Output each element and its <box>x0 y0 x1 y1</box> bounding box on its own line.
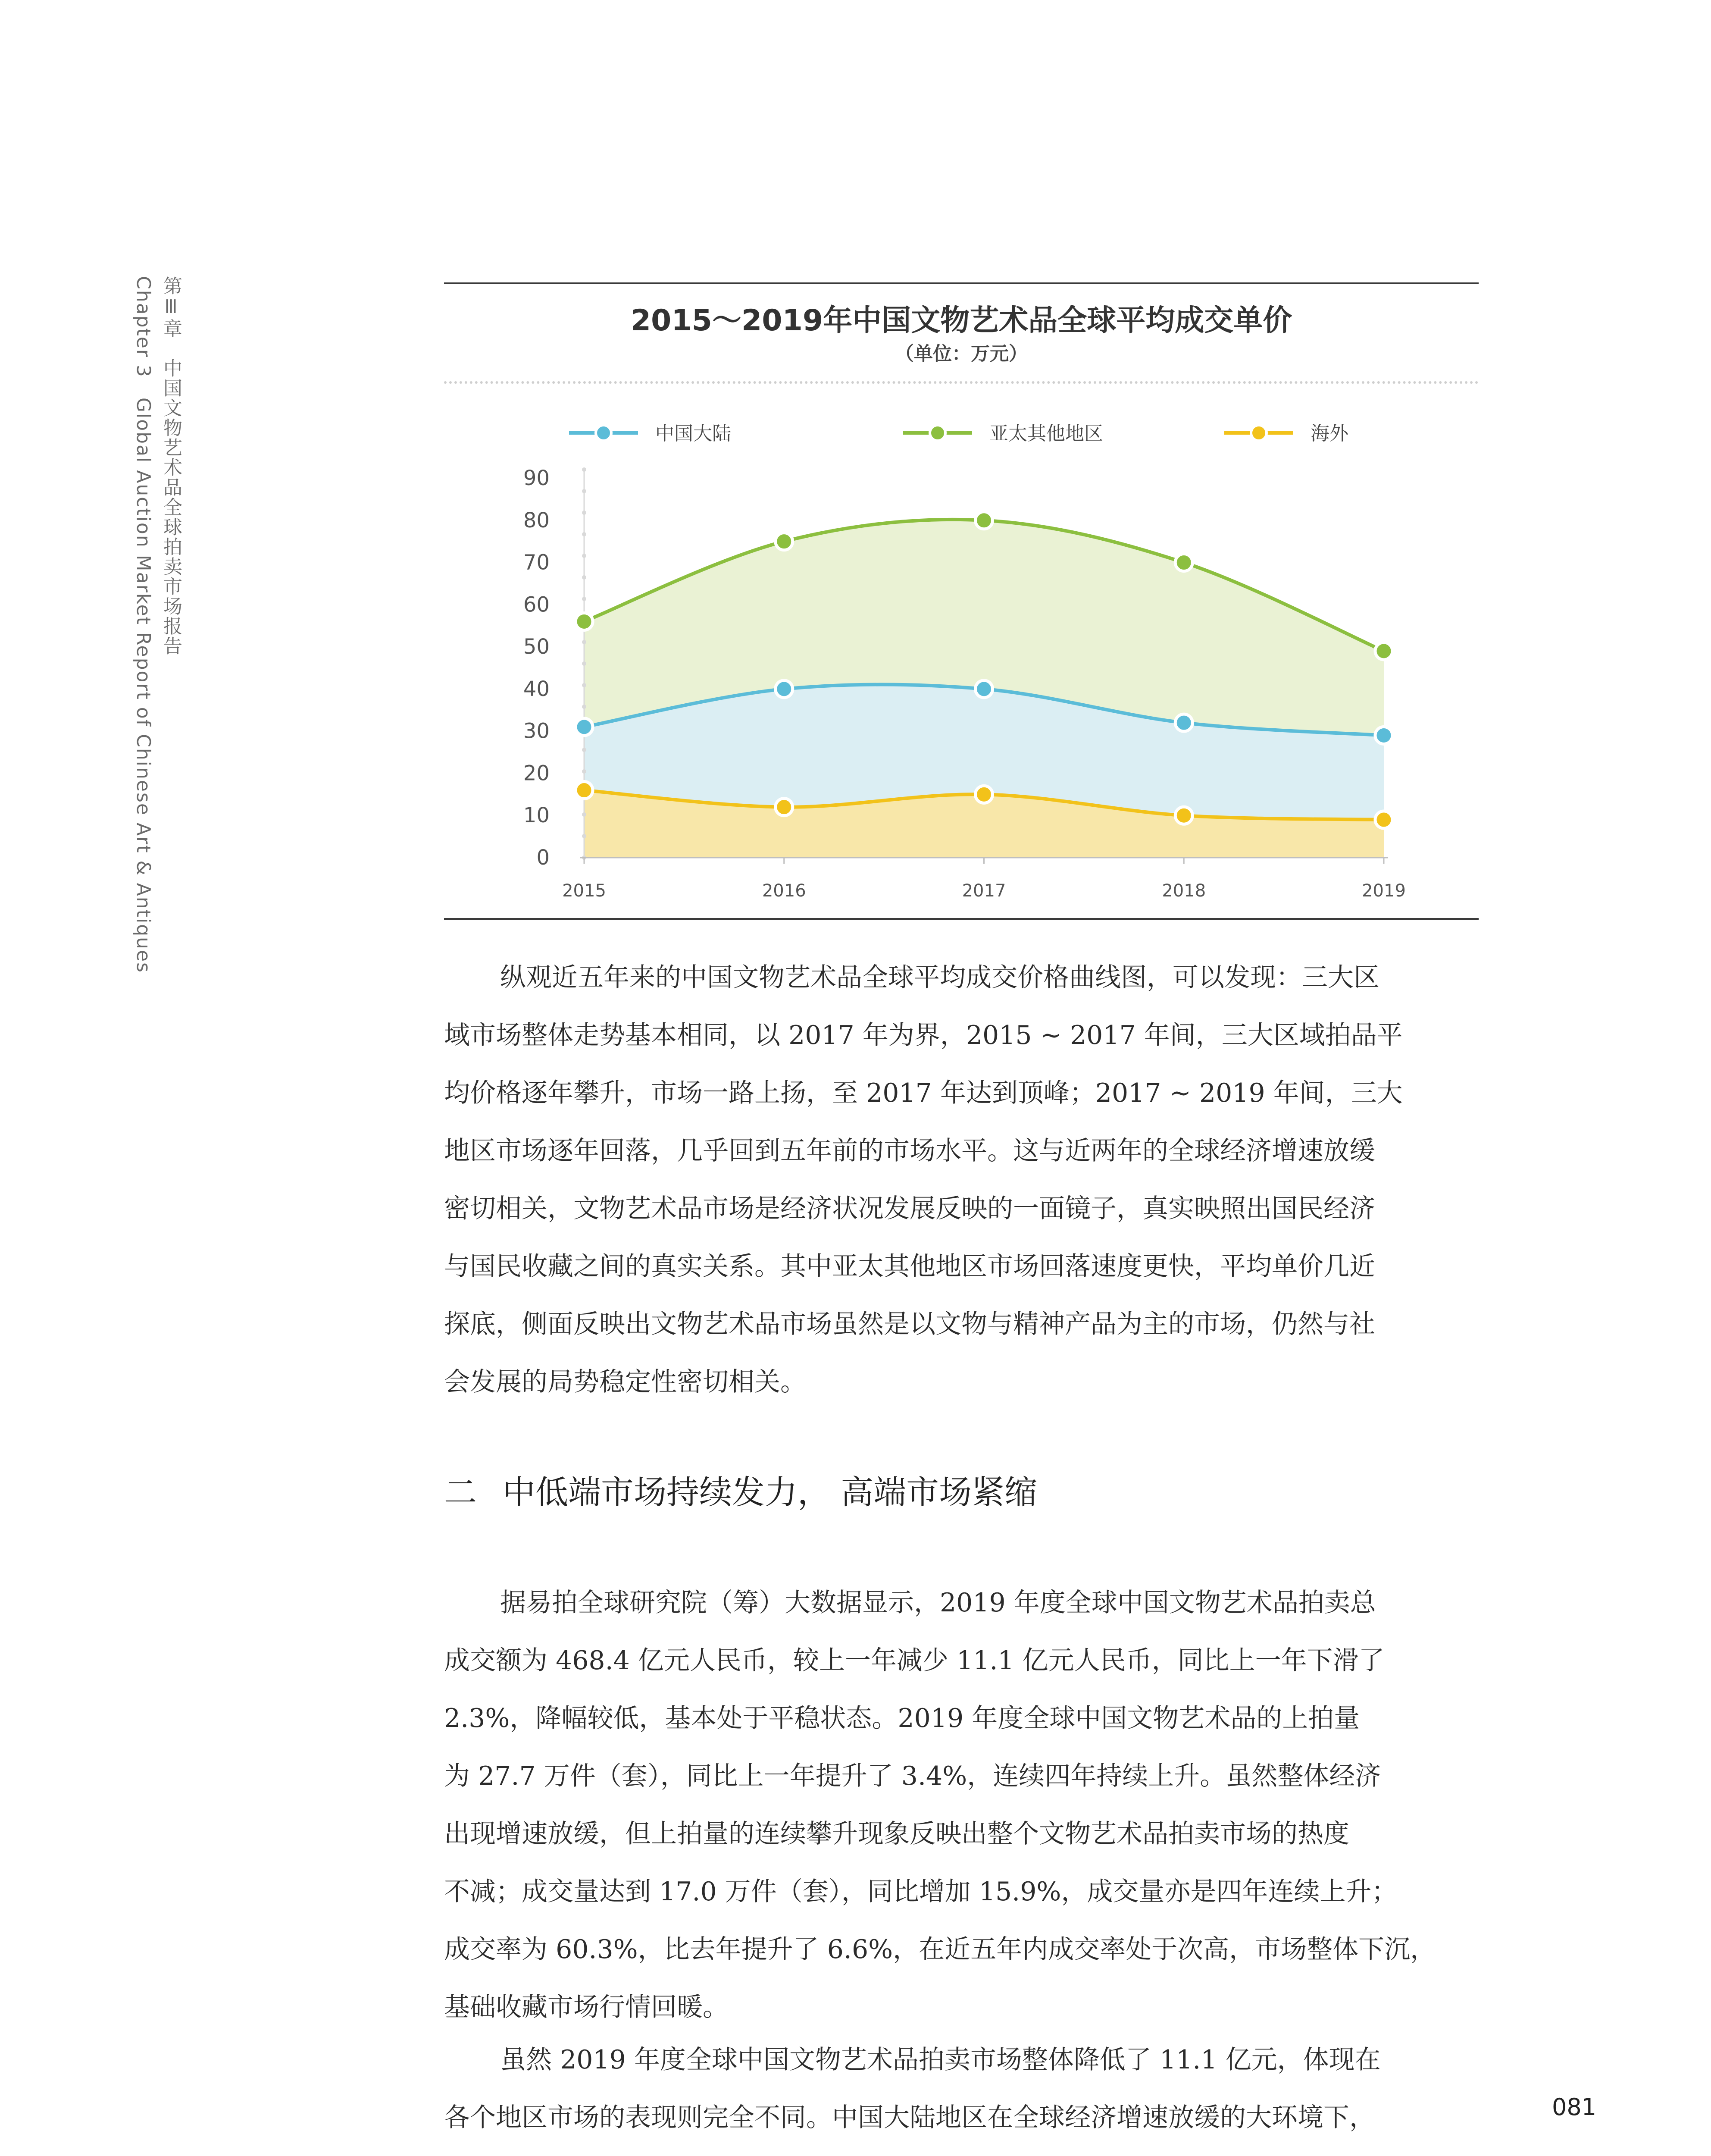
section-number: 二 <box>444 1473 477 1511</box>
text-line: 均价格逐年攀升，市场一路上扬，至 2017 年达到顶峰；2017 ~ 2019 年间，三大 <box>444 1078 1403 1108</box>
x-tick-label: 2015 <box>562 881 606 901</box>
data-point <box>1375 811 1392 828</box>
text-line: 不减；成交量达到 17.0 万件（套），同比增加 15.9%，成交量亦是四年连续上升； <box>444 1877 1398 1907</box>
y-axis-dot <box>582 554 586 558</box>
section-heading <box>444 1466 1037 1513</box>
text-line: 密切相关，文物艺术品市场是经济状况发展反映的一面镜子，真实映照出国民经济 <box>444 1194 1375 1224</box>
y-tick-label: 90 <box>523 466 550 490</box>
data-point <box>1375 727 1392 744</box>
y-axis-dot <box>582 769 586 774</box>
text-line: 出现增速放缓，但上拍量的连续攀升现象反映出整个文物艺术品拍卖市场的热度 <box>444 1819 1349 1849</box>
data-point <box>776 799 793 816</box>
chart-subtitle: （单位：万元） <box>895 343 1028 365</box>
y-tick-label: 50 <box>523 635 550 659</box>
y-tick-label: 40 <box>523 677 550 701</box>
y-axis-dot <box>582 834 586 838</box>
data-point <box>976 680 993 698</box>
legend-marker-0 <box>596 425 611 441</box>
text-line: 会发展的局势稳定性密切相关。 <box>444 1367 806 1397</box>
text-line: 成交率为 60.3%，比去年提升了 6.6%，在近五年内成交率处于次高，市场整体下沉， <box>444 1934 1436 1965</box>
data-point <box>576 613 593 630</box>
text-line: 各个地区市场的表现则完全不同。中国大陆地区在全球经济增速放缓的大环境下， <box>444 2103 1375 2133</box>
text-line: 为 27.7 万件（套），同比上一年提升了 3.4%，连续四年持续上升。虽然整体经济 <box>444 1761 1381 1791</box>
y-tick-label: 20 <box>523 761 550 786</box>
y-axis-dot <box>582 597 586 601</box>
y-axis-dot <box>582 683 586 687</box>
legend-label-1: 亚太其他地区 <box>989 423 1103 445</box>
y-axis-dot <box>582 640 586 644</box>
y-axis-dot <box>582 489 586 493</box>
text-line: 纵观近五年来的中国文物艺术品全球平均成交价格曲线图，可以发现：三大区 <box>500 962 1379 993</box>
data-point <box>1175 714 1192 731</box>
y-axis-dot <box>582 532 586 536</box>
area-chart <box>444 284 1479 918</box>
text-line: 地区市场逐年回落，几乎回到五年前的市场水平。这与近两年的全球经济增速放缓 <box>444 1136 1375 1166</box>
text-line: 2.3%，降幅较低，基本处于平稳状态。2019 年度全球中国文物艺术品的上拍量 <box>444 1703 1360 1733</box>
paragraph-2 <box>444 1574 1479 2036</box>
data-point <box>776 533 793 550</box>
x-tick-label: 2018 <box>1162 881 1206 901</box>
text-line: 域市场整体走势基本相同，以 2017 年为界，2015 ~ 2017 年间，三大区域拍品平 <box>444 1020 1403 1050</box>
data-point <box>576 718 593 736</box>
y-axis-dot <box>582 511 586 515</box>
y-tick-label: 0 <box>536 846 550 870</box>
data-point <box>576 782 593 799</box>
chart-panel <box>444 282 1479 920</box>
y-axis-dot <box>582 812 586 817</box>
x-tick-label: 2016 <box>762 881 806 901</box>
paragraph-1 <box>444 949 1479 1411</box>
x-tick-label: 2017 <box>962 881 1006 901</box>
legend-marker-1 <box>930 425 945 441</box>
chapter-title-cn: 第Ⅲ章 中国文物艺术品全球拍卖市场报告 <box>160 276 182 656</box>
legend-marker-2 <box>1251 425 1267 441</box>
y-tick-label: 60 <box>523 592 550 617</box>
data-point <box>776 680 793 698</box>
y-axis-dot <box>582 661 586 666</box>
chapter-title-en: Chapter 3 Global Auction Market Report of Chinese Art & Antiques <box>132 276 154 973</box>
text-line: 基础收藏市场行情回暖。 <box>444 1992 729 2022</box>
y-tick-label: 80 <box>523 508 550 533</box>
chart-title: 2015～2019年中国文物艺术品全球平均成交单价 <box>630 304 1292 338</box>
data-point <box>976 786 993 803</box>
legend-label-2: 海外 <box>1311 423 1348 445</box>
page-number: 081 <box>1552 2093 1597 2121</box>
y-tick-label: 10 <box>523 803 550 828</box>
text-line: 虽然 2019 年度全球中国文物艺术品拍卖市场整体降低了 11.1 亿元，体现在 <box>500 2045 1381 2075</box>
running-header <box>129 276 190 973</box>
text-line: 探底，侧面反映出文物艺术品市场虽然是以文物与精神产品为主的市场，仍然与社 <box>444 1309 1375 1339</box>
y-axis-dot <box>582 575 586 580</box>
paragraph-3 <box>444 2031 1479 2147</box>
section-title: 中低端市场持续发力， 高端市场紧缩 <box>503 1473 1038 1511</box>
y-axis-dot <box>582 748 586 752</box>
data-point <box>1375 642 1392 660</box>
y-tick-label: 70 <box>523 550 550 575</box>
y-tick-label: 30 <box>523 719 550 743</box>
y-axis-dot <box>582 705 586 709</box>
text-line: 据易拍全球研究院（筹）大数据显示，2019 年度全球中国文物艺术品拍卖总 <box>500 1588 1376 1618</box>
x-tick-label: 2019 <box>1362 881 1406 901</box>
data-point <box>976 512 993 529</box>
text-line: 成交额为 468.4 亿元人民币，较上一年减少 11.1 亿元人民币，同比上一年下滑了 <box>444 1645 1385 1676</box>
text-line: 与国民收藏之间的真实关系。其中亚太其他地区市场回落速度更快，平均单价几近 <box>444 1251 1375 1282</box>
data-point <box>1175 807 1192 824</box>
y-axis-dot <box>582 467 586 472</box>
legend-label-0: 中国大陆 <box>655 423 731 445</box>
data-point <box>1175 554 1192 571</box>
